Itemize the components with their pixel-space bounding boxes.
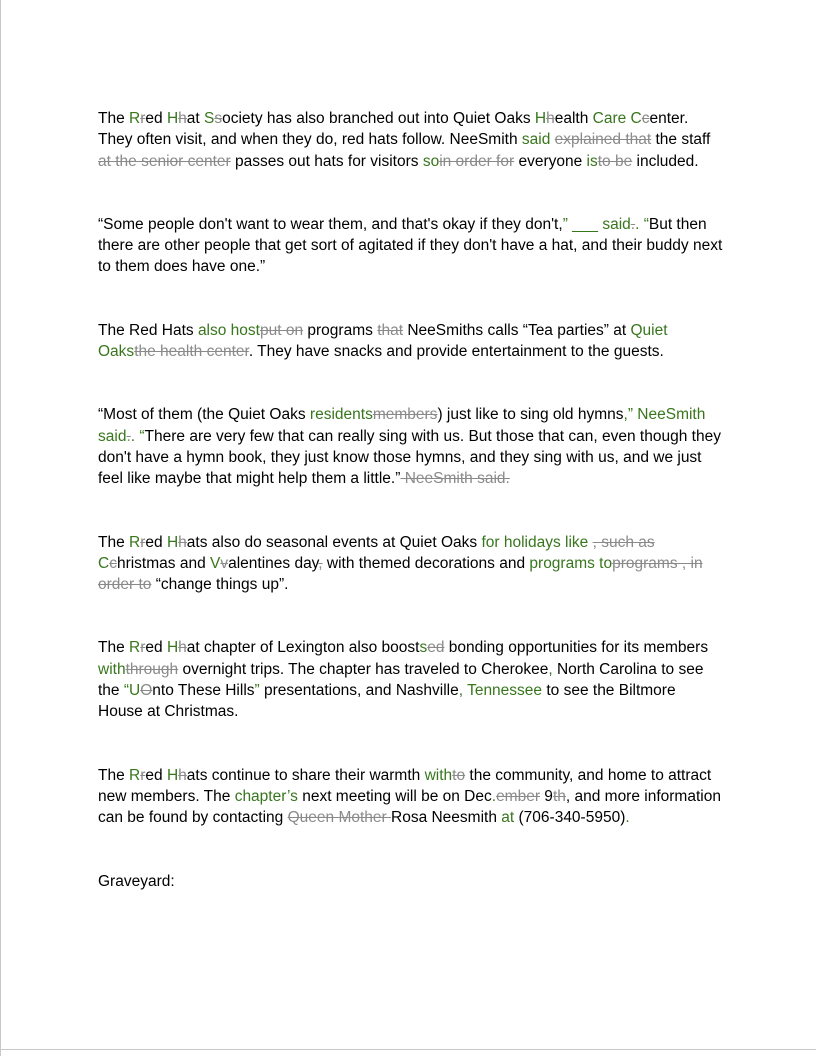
inserted-text: at bbox=[501, 809, 515, 827]
inserted-text: ” ___ said bbox=[562, 215, 631, 233]
deleted-text: . bbox=[630, 215, 636, 233]
text-run: The bbox=[98, 766, 130, 784]
inserted-text: C bbox=[98, 554, 110, 572]
paragraph[interactable] bbox=[98, 637, 723, 722]
deleted-text: v bbox=[220, 554, 229, 572]
deleted-text: h bbox=[178, 110, 187, 127]
inserted-text: H bbox=[166, 110, 179, 127]
deleted-text: h bbox=[546, 110, 555, 127]
text-run: NeeSmiths calls “Tea parties” at bbox=[403, 321, 631, 339]
inserted-text: . bbox=[491, 787, 497, 805]
inserted-text: R bbox=[129, 639, 141, 657]
text-run: The bbox=[98, 639, 130, 657]
text-run: The bbox=[98, 533, 130, 551]
deleted-text: c bbox=[641, 110, 650, 127]
deleted-text: r bbox=[140, 639, 146, 657]
deleted-text: through bbox=[125, 660, 179, 678]
inserted-text: Care C bbox=[592, 110, 642, 127]
inserted-text: . “ bbox=[130, 427, 145, 445]
text-run: ats also do seasonal events at Quiet Oaks bbox=[186, 533, 482, 551]
deleted-text: put on bbox=[259, 321, 304, 339]
paragraph[interactable] bbox=[98, 532, 723, 596]
deleted-text: in order for bbox=[439, 152, 515, 170]
deleted-text: the health center bbox=[134, 343, 249, 361]
text-run: bonding opportunities for its members bbox=[444, 639, 709, 657]
text-run: alentines day bbox=[228, 554, 319, 572]
deleted-text: r bbox=[140, 110, 146, 127]
text-run: (706-340-5950) bbox=[514, 809, 626, 827]
deleted-text: c bbox=[109, 554, 117, 572]
text-run: The Red Hats bbox=[98, 321, 198, 339]
text-run: next meeting will be on Dec bbox=[297, 787, 492, 805]
inserted-text: also host bbox=[197, 321, 260, 339]
inserted-text: chapter’s bbox=[234, 787, 298, 805]
paragraph[interactable] bbox=[98, 404, 723, 489]
text-run: Rosa Neesmith bbox=[391, 809, 502, 827]
text-run: passes out hats for visitors bbox=[230, 152, 423, 170]
text-run: “Some people don't want to wear them, and that's okay if they don't, bbox=[98, 215, 563, 233]
text-run: ) just like to sing old hymns bbox=[437, 406, 624, 424]
page-edge bbox=[0, 1049, 816, 1050]
text-run: at bbox=[186, 110, 205, 127]
deleted-text: to be bbox=[597, 152, 633, 170]
paragraph[interactable] bbox=[98, 765, 723, 829]
text-run: But then there are other people that get sort of agitated if they don't have a hat, and their buddy next to them does have one.” bbox=[98, 215, 723, 276]
text-run: the community, and home to attract new members. The bbox=[98, 766, 712, 805]
deleted-text: members bbox=[372, 406, 438, 424]
inserted-text: V bbox=[210, 554, 221, 572]
deleted-text: th bbox=[552, 787, 566, 805]
text-run: enter. They often visit, and when they do, red hats follow. NeeSmith bbox=[98, 110, 689, 149]
paragraph[interactable] bbox=[98, 214, 723, 278]
text-run: nto These Hills bbox=[152, 682, 255, 700]
text-run: hristmas and bbox=[116, 554, 210, 572]
deleted-text: , bbox=[318, 554, 323, 572]
inserted-text: , bbox=[548, 660, 553, 678]
inserted-text: . bbox=[625, 809, 630, 827]
deleted-text: r bbox=[140, 533, 146, 551]
inserted-text: . “ bbox=[635, 215, 649, 233]
deleted-text: ember bbox=[496, 787, 540, 805]
deleted-text: s bbox=[214, 110, 223, 127]
deleted-text: explained that bbox=[554, 131, 652, 149]
inserted-text: R bbox=[129, 766, 141, 784]
text-run: ociety has also branched out into Quiet Oaks bbox=[222, 110, 535, 127]
text-run: . They have snacks and provide entertainment to the guests. bbox=[248, 343, 664, 361]
deleted-text: r bbox=[140, 766, 146, 784]
inserted-text: R bbox=[129, 110, 141, 127]
text-run: 9 bbox=[540, 787, 553, 805]
text-run: with themed decorations and bbox=[322, 554, 530, 572]
paragraph[interactable] bbox=[98, 108, 723, 172]
inserted-text: said bbox=[521, 131, 551, 149]
inserted-text: H bbox=[534, 110, 547, 127]
text-run: The bbox=[98, 110, 130, 127]
text-run: presentations, and Nashville bbox=[259, 682, 459, 700]
inserted-text: H bbox=[166, 766, 179, 784]
deleted-text: programs , in order to bbox=[98, 554, 703, 594]
inserted-text: ,” NeeSmith said bbox=[98, 406, 706, 445]
text-run: at chapter of Lexington also boost bbox=[186, 639, 420, 657]
text-run: the staff bbox=[651, 131, 711, 149]
deleted-text: NeeSmith said. bbox=[400, 470, 510, 488]
deleted-text: at the senior center bbox=[98, 152, 231, 170]
text-run: to see the Biltmore House at Christmas. bbox=[98, 682, 676, 721]
deleted-text: . bbox=[126, 427, 131, 445]
page-edge bbox=[0, 0, 1, 1056]
text-run: ealth bbox=[554, 110, 593, 127]
text-run: included. bbox=[632, 152, 699, 170]
text-run: ed bbox=[145, 766, 167, 784]
text-run: Graveyard: bbox=[98, 872, 175, 890]
inserted-text: H bbox=[166, 533, 179, 551]
deleted-text: O bbox=[140, 682, 153, 700]
deleted-text: Queen Mother bbox=[287, 809, 391, 827]
text-run: , and more information can be found by contacting bbox=[98, 787, 721, 827]
inserted-text: H bbox=[166, 639, 179, 657]
inserted-text: s bbox=[419, 639, 428, 657]
inserted-text: programs to bbox=[529, 554, 613, 572]
paragraph[interactable] bbox=[98, 320, 723, 363]
inserted-text: with bbox=[98, 660, 126, 678]
text-run: ats continue to share their warmth bbox=[186, 766, 425, 784]
text-run: ed bbox=[145, 110, 167, 127]
text-run: “change things up”. bbox=[151, 576, 289, 594]
inserted-text: R bbox=[129, 533, 141, 551]
text-run: North Carolina to see the bbox=[98, 660, 704, 700]
inserted-text: , Tennessee bbox=[458, 682, 543, 700]
inserted-text: S bbox=[204, 110, 215, 127]
inserted-text: ” bbox=[254, 682, 260, 700]
text-run: overnight trips. The chapter has traveled to Cherokee bbox=[178, 660, 549, 678]
deleted-text: h bbox=[178, 533, 187, 551]
deleted-text: h bbox=[178, 766, 187, 784]
text-run: “Most of them (the Quiet Oaks bbox=[98, 406, 310, 424]
inserted-text: with bbox=[424, 766, 453, 784]
deleted-text: that bbox=[377, 321, 404, 339]
deleted-text: ed bbox=[427, 639, 445, 657]
inserted-text: so bbox=[422, 152, 440, 170]
paragraph[interactable] bbox=[98, 871, 723, 892]
inserted-text: Quiet Oaks bbox=[98, 321, 668, 361]
deleted-text: h bbox=[178, 639, 187, 657]
inserted-text: is bbox=[586, 152, 598, 170]
inserted-text: “U bbox=[123, 682, 141, 700]
deleted-text: , such as bbox=[592, 533, 655, 551]
document-body[interactable] bbox=[98, 108, 723, 892]
text-run: everyone bbox=[514, 152, 587, 170]
text-run: ed bbox=[145, 639, 167, 657]
text-run: ed bbox=[145, 533, 167, 551]
inserted-text: residents bbox=[309, 406, 373, 424]
inserted-text: for holidays like bbox=[481, 533, 593, 551]
deleted-text: to bbox=[452, 766, 466, 784]
text-run: programs bbox=[303, 321, 378, 339]
text-run: There are very few that can really sing with us. But those that can, even though they don't have a hymn book, they just know those hymns, and they sing with us, and we just feel like maybe that might help them a little.” bbox=[98, 427, 721, 488]
